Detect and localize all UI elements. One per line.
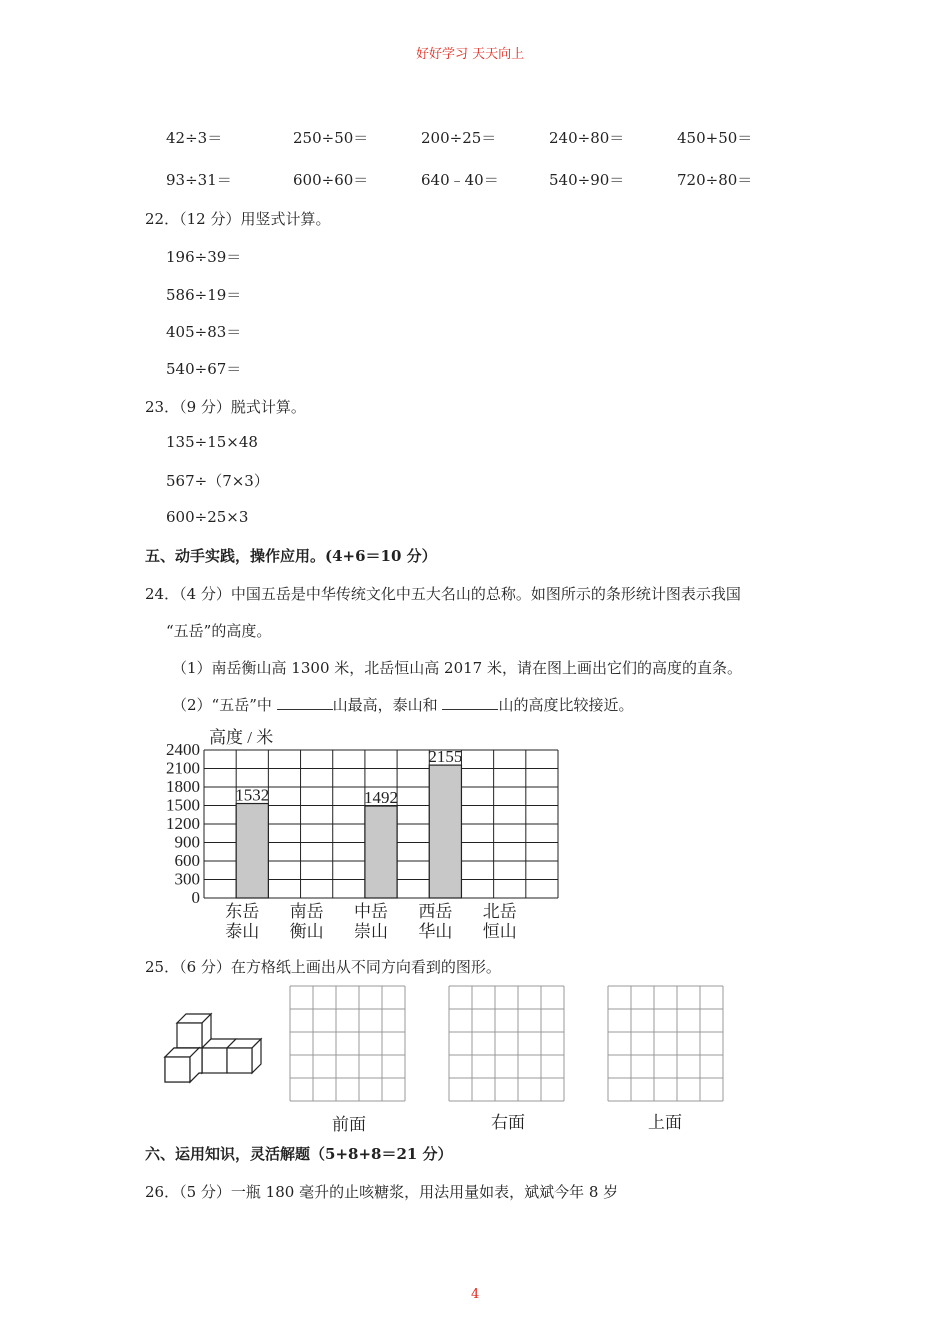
answer-blank[interactable] <box>442 697 498 710</box>
q22-item: 405÷83＝ <box>166 323 242 341</box>
y-tick-label: 2100 <box>166 758 200 778</box>
q24-sub2-b: 山最高，泰山和 <box>332 696 443 714</box>
chart-value-labels <box>235 747 462 807</box>
q22-item: 540÷67＝ <box>166 360 242 378</box>
oral-item: 93÷31＝ <box>166 171 232 189</box>
oral-item: 450+50＝ <box>677 129 753 147</box>
x-category-label: 恒山 <box>482 922 517 941</box>
oral-item: 42÷3＝ <box>166 129 223 147</box>
q23-title: 23．（9 分）脱式计算。 <box>145 398 306 416</box>
bar-value-label: 2155 <box>428 747 463 767</box>
bar <box>429 765 461 898</box>
q22-title: 22．（12 分）用竖式计算。 <box>145 210 331 228</box>
q23-item: 600÷25×3 <box>166 508 249 526</box>
chart-y-ticks <box>166 740 200 907</box>
x-category-label: 南岳 <box>289 902 324 921</box>
bar <box>365 806 397 898</box>
q24-line1: 24．（4 分）中国五岳是中华传统文化中五大名山的总称。如图所示的条形统计图表示我国 <box>145 585 741 603</box>
q24-sub2 <box>172 694 633 715</box>
x-category-label: 西岳 <box>418 902 453 921</box>
q23-item: 135÷15×48 <box>166 433 258 451</box>
right-view-label: 右面 <box>491 1113 525 1133</box>
cube-stack-figure <box>160 1010 270 1086</box>
q22-item: 586÷19＝ <box>166 286 242 304</box>
q25-title: 25．（6 分）在方格纸上画出从不同方向看到的图形。 <box>145 958 501 976</box>
bar <box>236 804 268 898</box>
oral-item: 240÷80＝ <box>549 129 625 147</box>
y-tick-label: 1200 <box>166 814 200 833</box>
right-view-grid[interactable] <box>448 985 566 1103</box>
oral-item: 250÷50＝ <box>293 129 369 147</box>
q24-sub1: （1）南岳衡山高 1300 米，北岳恒山高 2017 米，请在图上画出它们的高度的直条。 <box>172 659 742 677</box>
oral-item: 640﹣40＝ <box>421 171 499 189</box>
x-category-label: 华山 <box>418 922 453 941</box>
y-tick-label: 1500 <box>166 795 200 815</box>
oral-item: 600÷60＝ <box>293 171 369 189</box>
chart-x-labels <box>225 902 516 941</box>
y-tick-label: 900 <box>174 832 200 852</box>
section-6-heading: 六、运用知识，灵活解题（5+8+8＝21 分） <box>145 1145 453 1163</box>
bar-value-label: 1492 <box>364 787 398 807</box>
top-view-grid[interactable] <box>607 985 725 1103</box>
bar-value-label: 1532 <box>235 785 270 805</box>
x-category-label: 东岳 <box>225 902 260 921</box>
x-category-label: 泰山 <box>225 922 260 941</box>
page-number: 4 <box>471 1287 480 1302</box>
q24-sub2-a: （2）“五岳”中 <box>172 696 277 714</box>
x-category-label: 中岳 <box>354 902 388 921</box>
answer-blank[interactable] <box>277 697 333 710</box>
oral-item: 540÷90＝ <box>549 171 625 189</box>
top-view-label: 上面 <box>648 1113 682 1133</box>
q22-item: 196÷39＝ <box>166 248 242 266</box>
q24-line2: “五岳”的高度。 <box>166 622 272 640</box>
section-5-heading: 五、动手实践，操作应用。(4+6＝10 分） <box>145 547 437 565</box>
chart-y-axis-label: 高度 / 米 <box>209 728 274 747</box>
oral-item: 200÷25＝ <box>421 129 497 147</box>
page-header: 好好学习 天天向上 <box>416 47 525 62</box>
chart-bars <box>236 765 461 898</box>
front-view-label: 前面 <box>332 1115 366 1135</box>
q24-sub2-c: 山的高度比较接近。 <box>498 696 634 714</box>
oral-item: 720÷80＝ <box>677 171 753 189</box>
x-category-label: 崇山 <box>354 922 388 941</box>
y-tick-label: 600 <box>174 851 200 870</box>
x-category-label: 衡山 <box>289 922 324 941</box>
mountain-height-chart <box>150 722 580 947</box>
q23-item: 567÷（7×3） <box>166 472 269 490</box>
y-tick-label: 1800 <box>166 777 200 796</box>
q26-text: 26．（5 分）一瓶 180 毫升的止咳糖浆，用法用量如表，斌斌今年 8 岁 <box>145 1183 619 1201</box>
y-tick-label: 0 <box>191 888 200 907</box>
y-tick-label: 2400 <box>166 740 200 759</box>
y-tick-label: 300 <box>174 869 200 889</box>
x-category-label: 北岳 <box>482 902 517 921</box>
front-view-grid[interactable] <box>289 985 407 1103</box>
